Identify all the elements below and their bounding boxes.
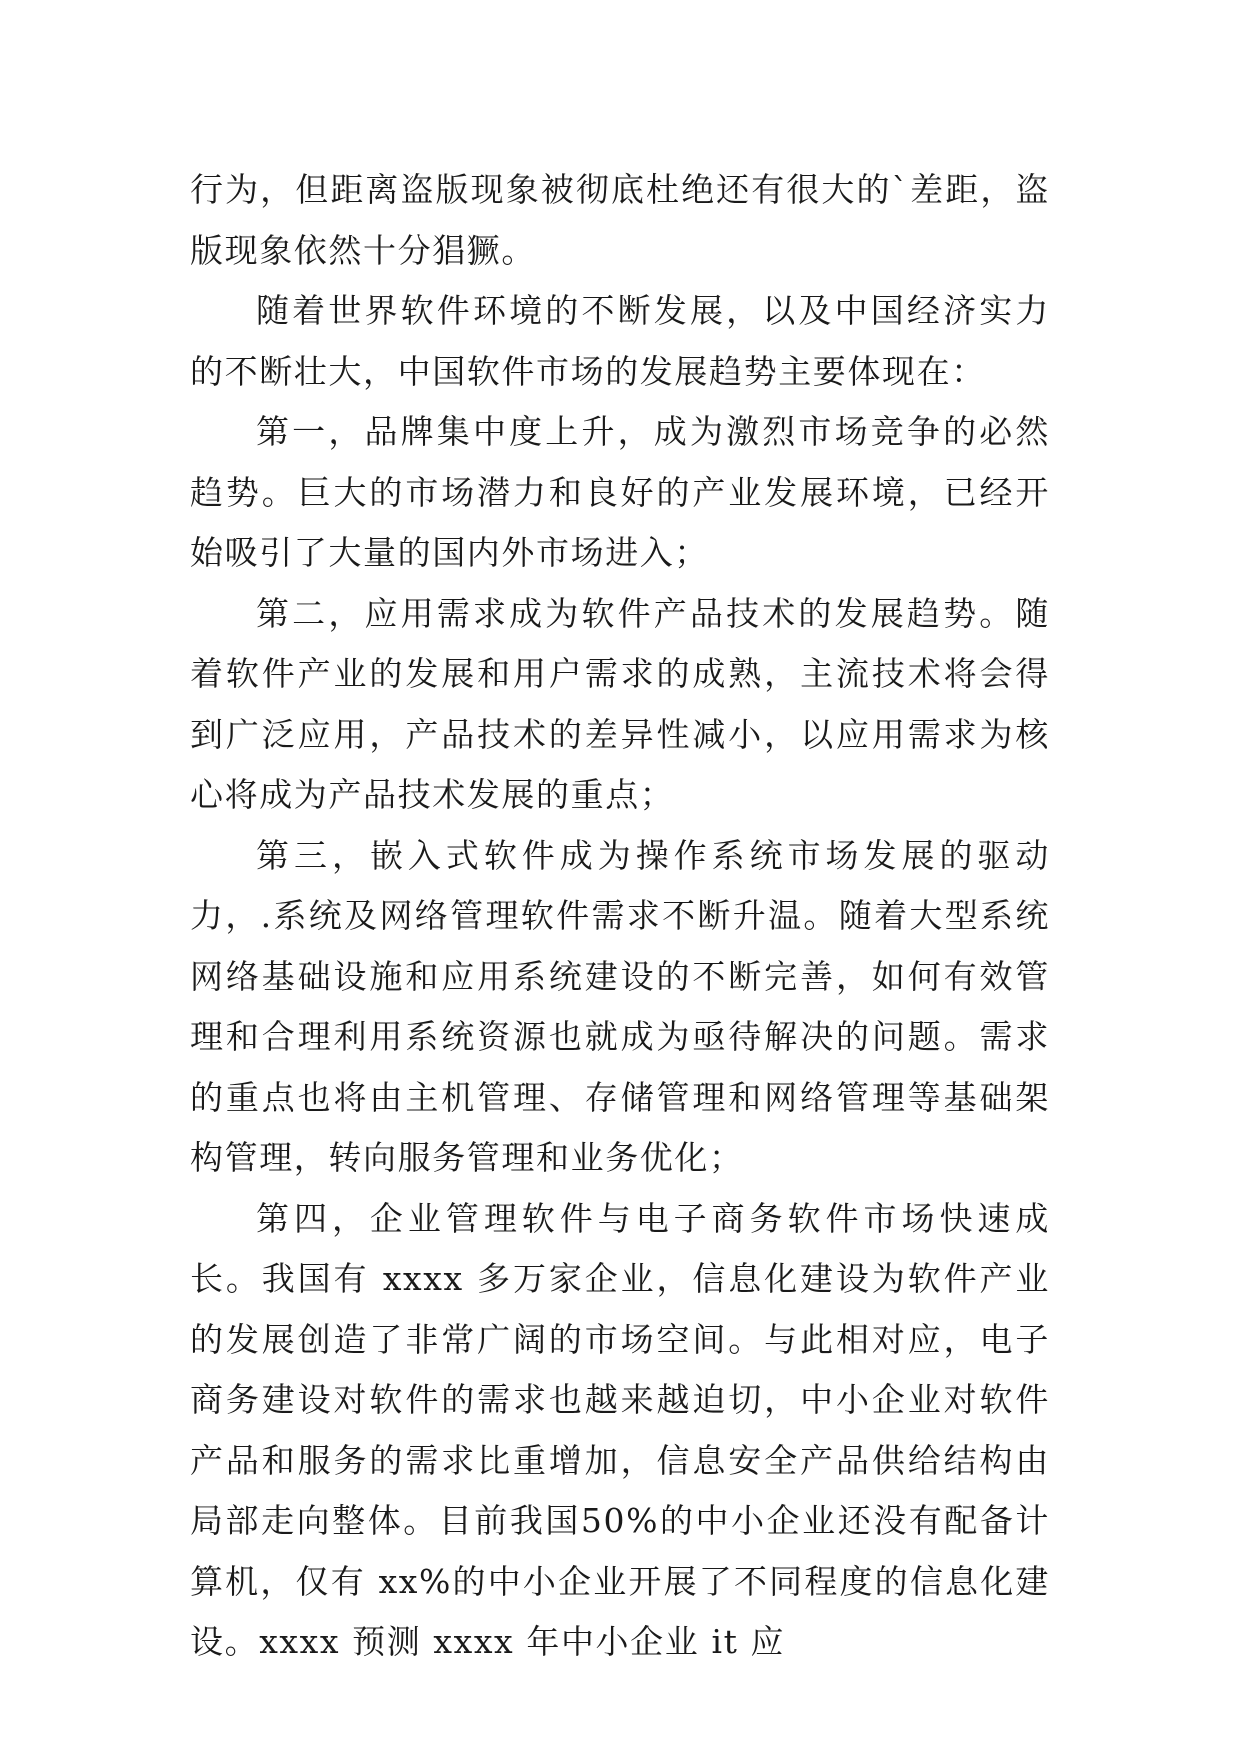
paragraph-trend-3: 第三，嵌入式软件成为操作系统市场发展的驱动力，.系统及网络管理软件需求不断升温。随着大型系统网络基础设施和应用系统建设的不断完善，如何有效管理和合理利用系统资源也就成为亟待解决的问题。需求的重点也将由主机管理、存储管理和网络管理等基础架构管理，转向服务管理和业务优化； (190, 835, 1050, 1177)
paragraph-continuation: 行为，但距离盗版现象被彻底杜绝还有很大的`差距，盗版现象依然十分猖獗。 (190, 170, 1050, 270)
document-body (190, 160, 1050, 1673)
paragraph-trend-4: 第四，企业管理软件与电子商务软件市场快速成长。我国有 xxxx 多万家企业，信息化建设为软件产业的发展创造了非常广阔的市场空间。与此相对应，电子商务建设对软件的需求也越来越迫切，中小企业对软件产品和服务的需求比重增加，信息安全产品供给结构由局部走向整体。目前我国50%的中小企业还没有配备计算机，仅有 xx%的中小企业开展了不同程度的信息化建设。xxxx 预测 xxxx 年中小企业 it 应 (190, 1198, 1050, 1661)
paragraph-trend-1: 第一，品牌集中度上升，成为激烈市场竞争的必然趋势。巨大的市场潜力和良好的产业发展环境，已经开始吸引了大量的国内外市场进入； (190, 412, 1050, 572)
paragraph-intro: 随着世界软件环境的不断发展，以及中国经济实力的不断壮大，中国软件市场的发展趋势主要体现在： (190, 291, 1050, 391)
paragraph-trend-2: 第二，应用需求成为软件产品技术的发展趋势。随着软件产业的发展和用户需求的成熟，主流技术将会得到广泛应用，产品技术的差异性减小，以应用需求为核心将成为产品技术发展的重点； (190, 593, 1050, 814)
